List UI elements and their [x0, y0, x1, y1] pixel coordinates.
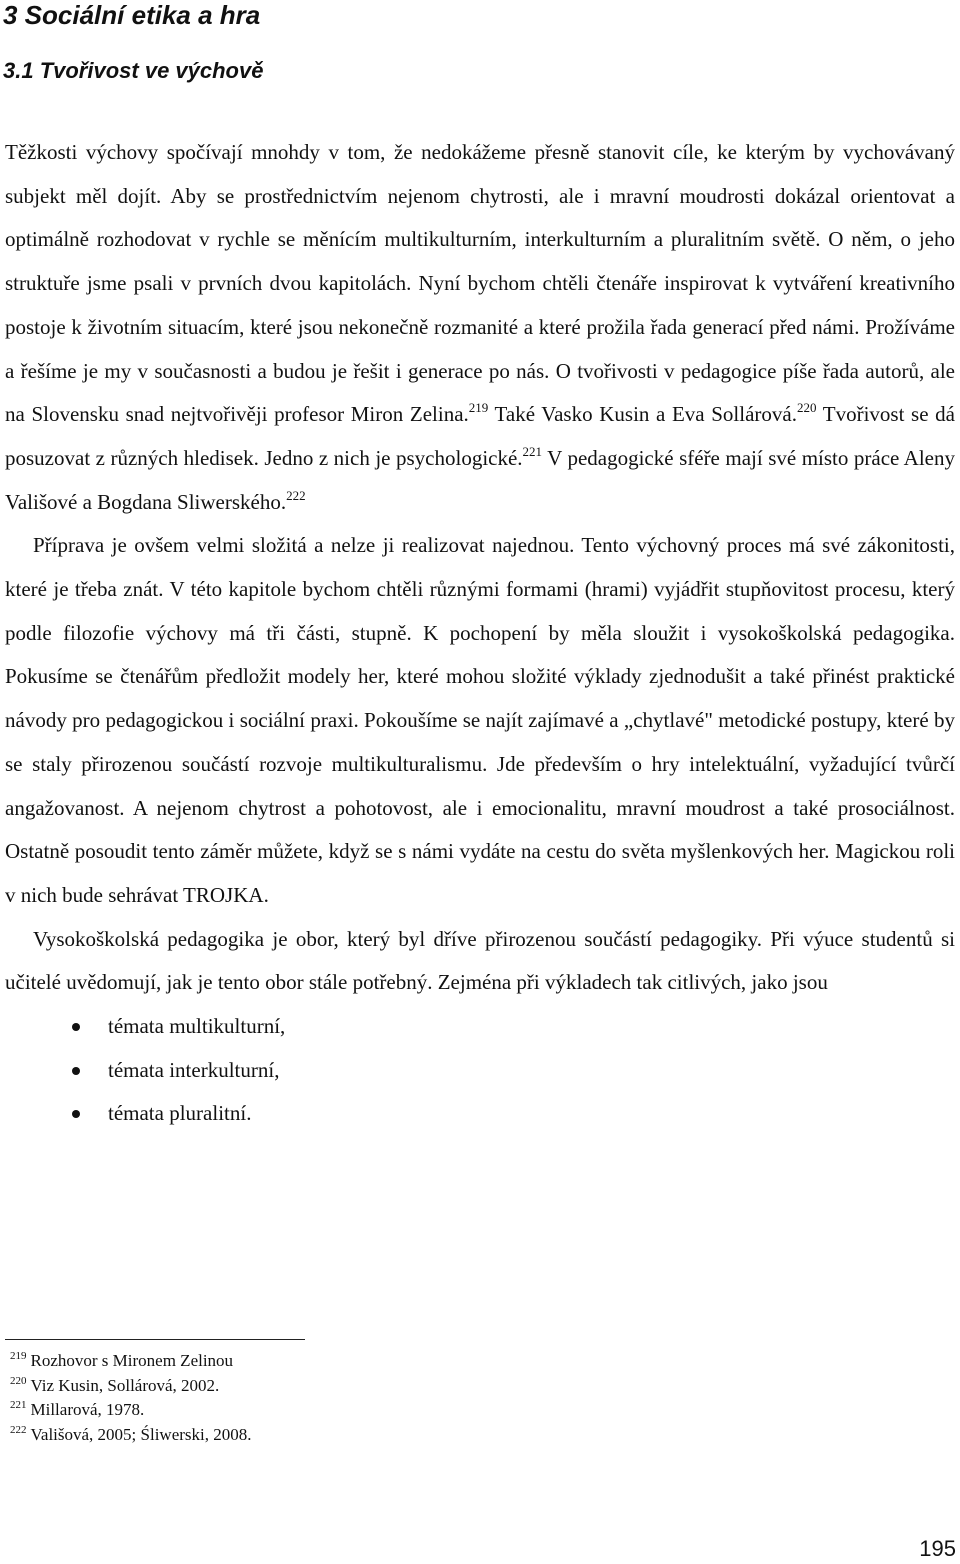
list-item	[5, 1005, 955, 1049]
footnote-number: 222	[10, 1423, 27, 1436]
footnote-text: Millarová, 1978.	[30, 1400, 145, 1419]
footnote-222	[10, 1423, 252, 1448]
footnotes	[10, 1349, 252, 1447]
paragraph-1-text-d: V pedagogické sféře mají své místo práce Aleny Vališové a Bogdana Sliwerského.	[5, 445, 956, 514]
bullet-icon	[72, 1067, 80, 1075]
bullet-icon	[72, 1110, 80, 1118]
footnote-219	[10, 1349, 252, 1374]
paragraph-1-text-c: Tvořivost se dá posuzovat z různých hledisek. Jedno z nich je psychologické.	[5, 402, 955, 470]
list-item-text: témata multikulturní,	[108, 1014, 286, 1039]
footnote-ref-222: 222	[286, 487, 306, 503]
footnote-number: 219	[10, 1350, 27, 1362]
footnote-text: Vališová, 2005; Śliwerski, 2008.	[30, 1424, 252, 1444]
bullet-icon	[72, 1023, 80, 1031]
page-number: 195	[919, 1536, 956, 1561]
footnote-text: Viz Kusin, Sollárová, 2002.	[30, 1375, 220, 1395]
footnote-separator	[5, 1339, 305, 1340]
paragraph-2: Příprava je ovšem velmi složitá a nelze ji realizovat najednou. Tento výchovný proces má své zákonitosti, které je třeba znát. V této kapitole bychom chtěli různými formami (hrami) vyjádřit stupňovitost procesu, který podle filozofie výchovy má tři části, stupně. K pochopení by měla sloužit i vysokoškolská pedagogika. Pokusíme se čtenářům předložit modely her, které mohou složité výklady zjednodušit a také přinést praktické návody pro pedagogickou i sociální praxi. Pokoušíme se najít zajímavé a „chytlavé" metodické postupy, které by se staly přirozenou součástí rozvoje multikulturalismu. Jde především o hry intelektuální, vyžadující tvůrčí angažovanost. A nejenom chytrost a pohotovost, ale i emocionalitu, mravní moudrost a také prosociálnost. Ostatně posoudit tento záměr můžete, když se s námi vydáte na cestu do světa myšlenkových her. Magickou roli v nich bude sehrávat TROJKA.	[5, 533, 955, 907]
paragraph-3: Vysokoškolská pedagogika je obor, který byl dříve přirozenou součástí pedagogiky. Při výuce studentů si učitelé uvědomují, jak je tento obor stále potřebný. Zejména při výkladech tak citlivých, jako jsou	[5, 926, 955, 995]
footnote-221	[10, 1398, 252, 1423]
list-item-text: témata pluralitní.	[108, 1101, 252, 1126]
list-item	[5, 1049, 955, 1093]
body-text	[5, 131, 955, 1136]
footnote-number: 221	[10, 1399, 27, 1411]
footnote-ref-221: 221	[522, 443, 543, 459]
footnote-ref-219: 219	[468, 400, 489, 416]
list-item-text: témata interkulturní,	[108, 1057, 280, 1082]
paragraph-1	[5, 131, 955, 524]
footnote-text: Rozhovor s Mironem Zelinou	[30, 1351, 234, 1370]
paragraph-1-text-b: Také Vasko Kusin a Eva Sollárová.	[488, 402, 797, 427]
chapter-heading: 3 Sociální etika a hra	[3, 0, 261, 30]
section-heading: 3.1 Tvořivost ve výchově	[3, 58, 264, 83]
footnote-number: 220	[10, 1374, 27, 1387]
footnote-ref-220: 220	[797, 400, 817, 416]
topic-list	[5, 1005, 955, 1136]
paragraph-1-text-a: Těžkosti výchovy spočívají mnohdy v tom, že nedokážeme přesně stanovit cíle, ke kterým by vychovávaný subjekt měl dojít. Aby se prostřednictvím nejenom chytrosti, ale i mravní moudrosti dokázal orientovat a optimálně rozhodovat v rychle se měnícím multikulturním, interkulturním a pluralitním světě. O něm, o jeho struktuře jsme psali v prvních dvou kapitolách. Nyní bychom chtěli čtenáře inspirovat k vytváření kreativního postoje k životním situacím, které jsou nekonečně rozmanité a které prožila řada generací před námi. Prožíváme a řešíme je my v současnosti a budou je řešit i generace po nás. O tvořivosti v pedagogice píše řada autorů, ale na Slovensku snad nejtvořivěji profesor Miron Zelina.	[5, 140, 955, 427]
footnote-220	[10, 1374, 252, 1399]
list-item	[5, 1092, 955, 1136]
